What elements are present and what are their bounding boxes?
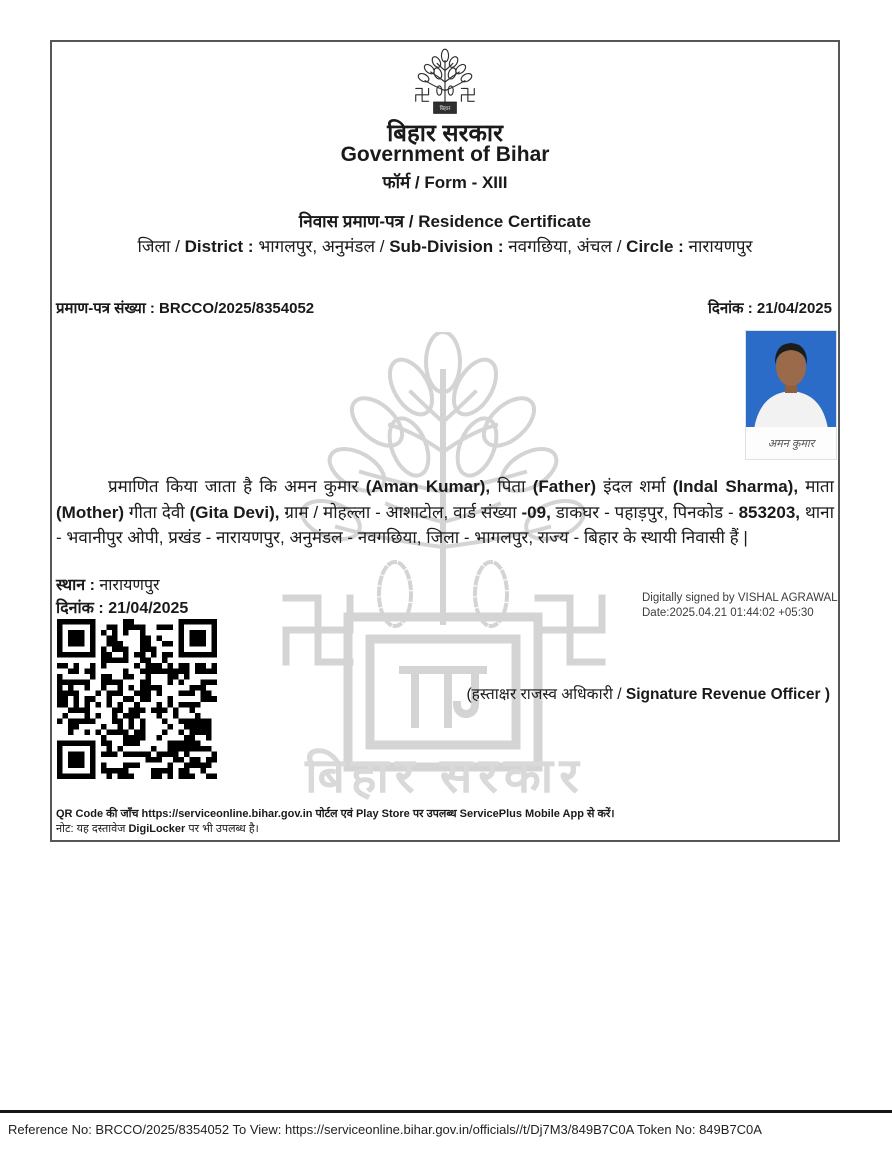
certificate-date-value: 21/04/2025	[756, 300, 832, 317]
reference-line: Reference No: BRCCO/2025/8354052 To View: https://serviceonline.bihar.gov.in/officials//t/Dj7M3/849B7C0A Token No: 849B7C0A	[8, 1122, 762, 1137]
issue-place-value: नारायणपुर	[99, 577, 160, 594]
digital-signature-line1: Digitally signed by VISHAL AGRAWAL	[642, 592, 838, 604]
text-segment: पोर्टल एवं	[315, 808, 356, 820]
text-segment: डाकघर - पहाड़पुर, पिनकोड -	[550, 502, 739, 522]
text-segment: ग्राम / मोहल्ला - आशाटोल, वार्ड संख्या	[279, 502, 522, 522]
text-segment: नवगछिया, अंचल /	[508, 237, 627, 256]
issue-date-value: 21/04/2025	[108, 600, 189, 617]
emblem-plaque-text: बिहार	[439, 105, 451, 112]
text-segment: (Mother)	[56, 502, 124, 522]
text-segment: नोट: यह दस्तावेज	[56, 823, 129, 835]
bihar-government-emblem-icon	[395, 46, 495, 118]
text-segment: पर भी उपलब्ध है।	[188, 823, 259, 835]
text-segment: माता	[798, 477, 834, 496]
certificate-number-label: प्रमाण-पत्र संख्या :	[56, 300, 155, 317]
text-segment: थाना - भवानीपुर ओपी, प्रखंड - नारायणपुर, अनुमंडल - नवगछिया, जिला - भागलपुर, राज्य - बिहार के स्थायी निवासी हैं |	[56, 502, 835, 547]
text-segment: (हस्ताक्षर राजस्व अधिकारी /	[466, 686, 626, 703]
certificate-title: निवास प्रमाण-पत्र / Residence Certificate	[298, 212, 592, 231]
text-segment: (Gita Devi),	[189, 502, 280, 522]
certificate-date	[708, 298, 832, 318]
watermark-text: बिहार सरकार	[305, 750, 585, 803]
qr-code-svg	[57, 619, 217, 779]
signature-officer-line	[352, 682, 830, 704]
emblem-plaque	[434, 102, 457, 113]
text-segment: Signature Revenue Officer )	[625, 686, 830, 703]
issue-date-label: दिनांक :	[56, 600, 104, 617]
digital-signature-line2: Date:2025.04.21 01:44:02 +05:30	[642, 607, 814, 619]
digital-signature-block	[642, 591, 882, 621]
text-segment: इंदल शर्मा	[596, 477, 673, 496]
issue-date-line	[56, 596, 188, 618]
emblem-tree	[417, 49, 473, 102]
certificate-body-paragraph	[56, 474, 834, 551]
text-segment: से करें।	[586, 808, 615, 820]
bottom-divider	[0, 1110, 892, 1113]
text-segment: (Indal Sharma),	[672, 477, 799, 496]
watermark-emblem	[165, 332, 725, 772]
applicant-photo-image	[746, 331, 836, 459]
text-segment: Circle :	[626, 237, 689, 256]
watermark-swastika-left-icon	[286, 598, 350, 662]
issue-place-line	[56, 573, 160, 595]
text-segment: (Father)	[532, 477, 597, 496]
text-segment: -09,	[521, 502, 551, 522]
certificate-date-label: दिनांक :	[708, 300, 753, 317]
issue-place-label: स्थान :	[56, 577, 95, 594]
text-segment: Play Store	[355, 808, 413, 820]
qr-code	[57, 619, 217, 779]
text-segment: District :	[184, 237, 259, 256]
footer-notes	[56, 807, 834, 837]
photo-caption-handwriting: अमन कुमार	[767, 438, 815, 450]
text-segment: जिला /	[137, 237, 185, 256]
certificate-number-value: BRCCO/2025/8354052	[159, 300, 315, 317]
certificate-meta-row	[56, 298, 832, 318]
residence-certificate	[50, 40, 840, 842]
district-subdivision-circle-line	[52, 234, 838, 257]
text-segment: की जाँच	[106, 808, 142, 820]
text-segment: प्रमाणित किया जाता है कि अमन कुमार	[108, 477, 366, 496]
certificate-number	[56, 298, 314, 318]
text-segment: 853203,	[738, 502, 801, 522]
form-number: फॉर्म / Form - XIII	[382, 173, 508, 192]
qr-verification-note	[56, 807, 834, 822]
text-segment: Sub-Division :	[389, 237, 509, 256]
digilocker-note	[56, 822, 834, 837]
watermark-swastika-right-icon	[538, 598, 602, 662]
text-segment: भागलपुर, अनुमंडल /	[258, 237, 390, 256]
text-segment: (Aman Kumar),	[365, 477, 491, 496]
text-segment: नारायणपुर	[688, 237, 753, 256]
text-segment: https://serviceonline.bihar.gov.in	[141, 808, 316, 820]
text-segment: QR Code	[56, 808, 107, 820]
text-segment: DigiLocker	[128, 823, 189, 835]
text-segment: गीता देवी	[123, 502, 190, 522]
org-name-hindi: बिहार सरकार	[387, 120, 503, 147]
org-name-english: Government of Bihar	[340, 143, 550, 166]
applicant-photo	[745, 330, 837, 460]
text-segment: पर उपलब्ध	[412, 808, 460, 820]
text-segment: ServicePlus Mobile App	[459, 808, 587, 820]
text-segment: पिता	[490, 477, 533, 496]
